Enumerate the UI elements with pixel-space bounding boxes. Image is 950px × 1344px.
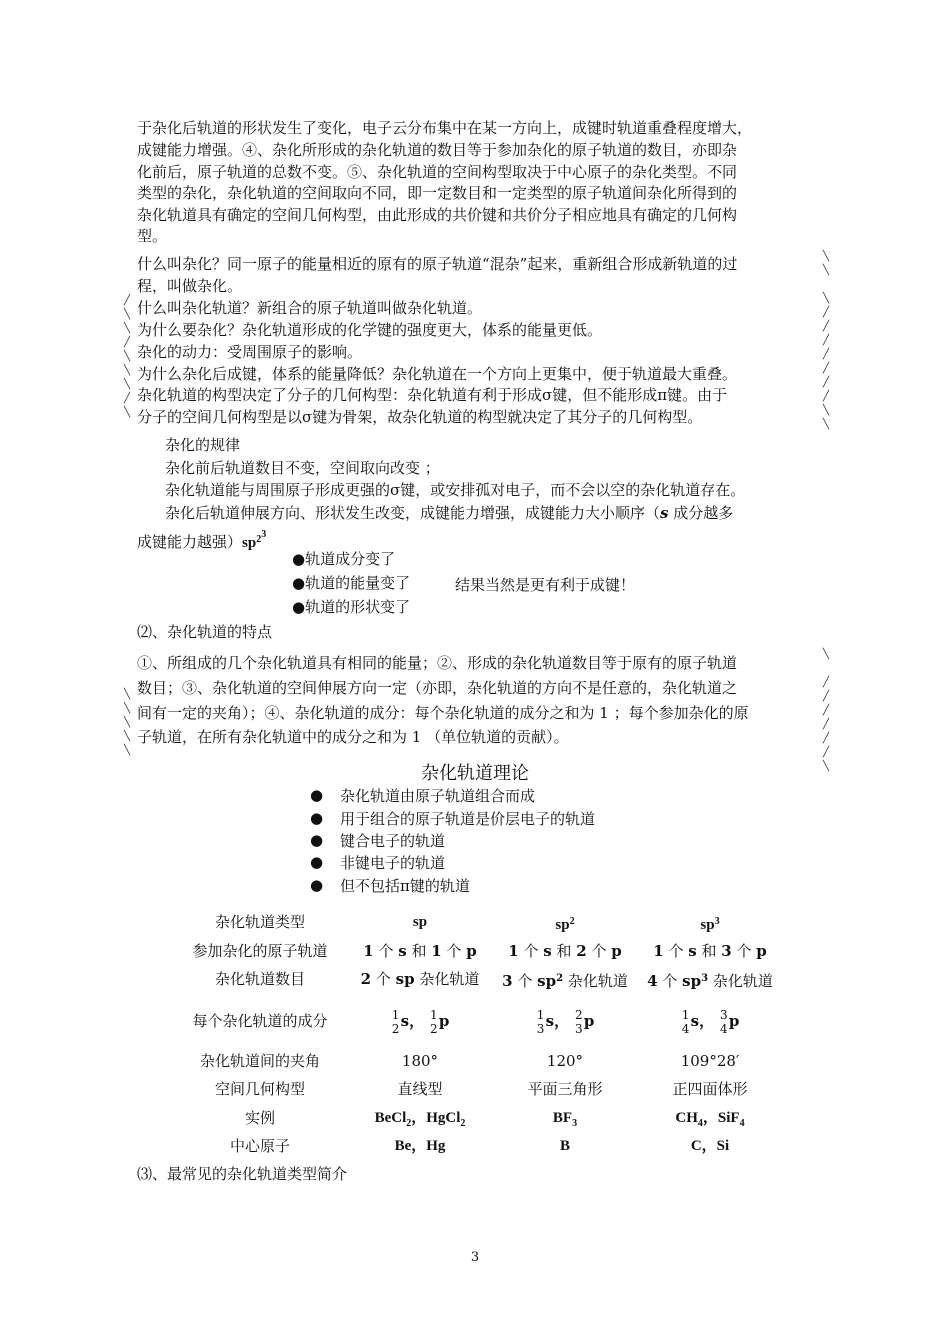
margin-mark-right: ╲ ╲ ╲ ╱ ╱ ╱ ╱ ╱ ╱ ╱ ╲ ╲ (822, 251, 830, 430)
row-label: 每个杂化轨道的成分 (192, 1012, 328, 1030)
table-row (150, 966, 790, 992)
example-cell: BeCl$_2$，HgCl$_2$ (374, 1110, 466, 1129)
theory-bullet: 但不包括π键的轨道 (340, 877, 470, 895)
bullet-dot: ● (310, 831, 324, 849)
features-line: 间有一定的夹角）；④、杂化轨道的成分：每个杂化轨道的成分之和为 1 ；每个参加杂化的原 (137, 704, 749, 722)
change-item: ●轨道的能量变了 (292, 574, 411, 592)
qa-line: 杂化轨道的构型决定了分子的几何构型：杂化轨道有利于形成σ键，但不能形成π键。由于 (137, 386, 728, 404)
qa-line: 程，叫做杂化。 (137, 277, 243, 295)
qa-line: 分子的空间几何构型是以σ键为骨架，故杂化轨道的构型就决定了其分子的几何构型。 (137, 408, 703, 426)
angle-cell: 180° (401, 1052, 439, 1070)
component-cell: 1 2 s， 1 2 p (391, 1008, 450, 1036)
theory-bullet: 键合电子的轨道 (340, 832, 446, 850)
theory-bullet: 非键电子的轨道 (340, 854, 446, 872)
margin-mark-left: ╲ ╲ ╲ ╲ ╲ (123, 689, 131, 756)
section-heading: ⑶、最常见的杂化轨道类型简介 (137, 1165, 348, 1183)
rules-heading: 杂化的规律 (165, 436, 241, 454)
type-cell: sp (412, 914, 428, 930)
table-row (150, 909, 790, 935)
intro-line: 化前后，原子轨道的总数不变。⑤、杂化轨道的空间构型取决于中心原子的杂化类型。不同 (137, 163, 738, 181)
orbital-cell: 1 个 s 和 1 个 p (363, 942, 477, 960)
row-label: 杂化轨道类型 (214, 913, 305, 931)
count-cell: 2 个 sp 杂化轨道 (360, 970, 480, 988)
features-heading: ⑵、杂化轨道的特点 (137, 623, 273, 641)
table-row (150, 1048, 790, 1074)
rules-line: 杂化后轨道伸展方向、形状发生改变，成键能力增强，成键能力大小顺序（s 成分越多 (165, 504, 734, 522)
example-cell: $CH_4$，SiF$_4$ (675, 1110, 745, 1129)
theory-bullet: 杂化轨道由原子轨道组合而成 (340, 787, 536, 805)
bullet-dot: ● (310, 786, 324, 804)
theory-bullet: 用于组合的原子轨道是价层电子的轨道 (340, 810, 596, 828)
row-label: 中心原子 (229, 1137, 290, 1155)
margin-mark-right: ╲ ╱ ╱ ╱ ╱ ╱ ╱ ╲ (822, 649, 830, 772)
table-row (150, 1003, 790, 1039)
intro-line: 杂化轨道具有确定的空间几何构型，由此形成的共价键和共价分子相应地具有确定的几何构 (137, 206, 738, 224)
change-item: ●轨道的形状变了 (292, 598, 411, 616)
center-cell: C，Si (690, 1138, 730, 1154)
rules-line: 杂化轨道能与周围原子形成更强的σ键，或安排孤对电子，而不会以空的杂化轨道存在。 (165, 481, 746, 499)
change-result: 结果当然是更有利于成键！ (455, 576, 636, 594)
features-line: 子轨道，在所有杂化轨道中的成分之和为 1 （单位轨道的贡献）。 (137, 728, 569, 746)
table-row (150, 1105, 790, 1131)
intro-line: 成键能力增强。④、杂化所形成的杂化轨道的数目等于参加杂化的原子轨道的数目，亦即杂 (137, 141, 738, 159)
intro-line: 于杂化后轨道的形状发生了变化，电子云分布集中在某一方向上，成键时轨道重叠程度增大， (137, 119, 753, 137)
orbital-cell: 1 个 s 和 2 个 p (508, 942, 622, 960)
rules-line: 成键能力越强）$sp^{23}$ (137, 529, 267, 551)
shape-cell: 平面三角形 (527, 1080, 603, 1098)
table-row (150, 1133, 790, 1159)
type-cell: $sp^3$ (700, 916, 720, 933)
features-line: 数目；③、杂化轨道的空间伸展方向一定（亦即，杂化轨道的方向不是任意的，杂化轨道之 (137, 679, 738, 697)
qa-line: 什么叫杂化轨道？新组合的原子轨道叫做杂化轨道。 (137, 299, 483, 317)
margin-mark-left: ╱ ╲ ╲ ╱ ╲ ╲ ╲ ╱ ╲ (123, 295, 131, 418)
orbital-cell: 1 个 s 和 3 个 p (653, 942, 767, 960)
row-label: 杂化轨道间的夹角 (199, 1052, 320, 1070)
intro-line: 类型的杂化，杂化轨道的空间取向不同，即一定数目和一定类型的原子轨道间杂化所得到的 (137, 184, 738, 202)
change-item: ●轨道成分变了 (292, 550, 396, 568)
center-cell: B (559, 1138, 570, 1154)
hybrid-order: $sp^{23}$ (242, 529, 267, 551)
row-label: 空间几何构型 (214, 1080, 305, 1098)
page-number: 3 (470, 1250, 480, 1265)
theory-title: 杂化轨道理论 (421, 763, 529, 784)
intro-line: 型。 (137, 227, 168, 245)
example-cell: $BF_3$ (552, 1110, 578, 1129)
shape-cell: 直线型 (397, 1080, 443, 1098)
bullet-dot: ● (310, 876, 324, 894)
row-label: 实例 (244, 1109, 275, 1127)
qa-line: 为什么杂化后成键，体系的能量降低？杂化轨道在一个方向上更集中，便于轨道最大重叠。 (137, 365, 738, 383)
component-cell: 1 4 s， 3 4 p (681, 1008, 740, 1036)
angle-cell: 120° (546, 1052, 584, 1070)
table-row (150, 938, 790, 964)
features-line: ①、所组成的几个杂化轨道具有相同的能量；②、形成的杂化轨道数目等于原有的原子轨道 (137, 654, 738, 672)
s-letter: s (660, 504, 669, 522)
count-cell: 4 个 $sp^3$ 杂化轨道 (647, 972, 773, 990)
bullet-dot: ● (310, 809, 324, 827)
component-cell: 1 3 s， 2 3 p (536, 1008, 595, 1036)
angle-cell: 109°28′ (680, 1052, 740, 1070)
rules-line: 杂化前后轨道数目不变，空间取向改变 ； (165, 459, 440, 477)
table-row (150, 1076, 790, 1102)
qa-line: 为什么要杂化？杂化轨道形成的化学键的强度更大，体系的能量更低。 (137, 321, 603, 339)
bullet-dot: ● (310, 853, 324, 871)
shape-cell: 正四面体形 (672, 1080, 748, 1098)
type-cell: $sp^2$ (555, 916, 575, 933)
center-cell: Be，Hg (394, 1138, 446, 1154)
qa-line: 什么叫杂化？同一原子的能量相近的原有的原子轨道“混杂”起来，重新组合形成新轨道的过 (137, 255, 738, 273)
count-cell: 3 个 $sp^2$ 杂化轨道 (502, 972, 628, 990)
row-label: 参加杂化的原子轨道 (192, 942, 328, 960)
row-label: 杂化轨道数目 (214, 970, 305, 988)
qa-line: 杂化的动力：受周围原子的影响。 (137, 343, 363, 361)
